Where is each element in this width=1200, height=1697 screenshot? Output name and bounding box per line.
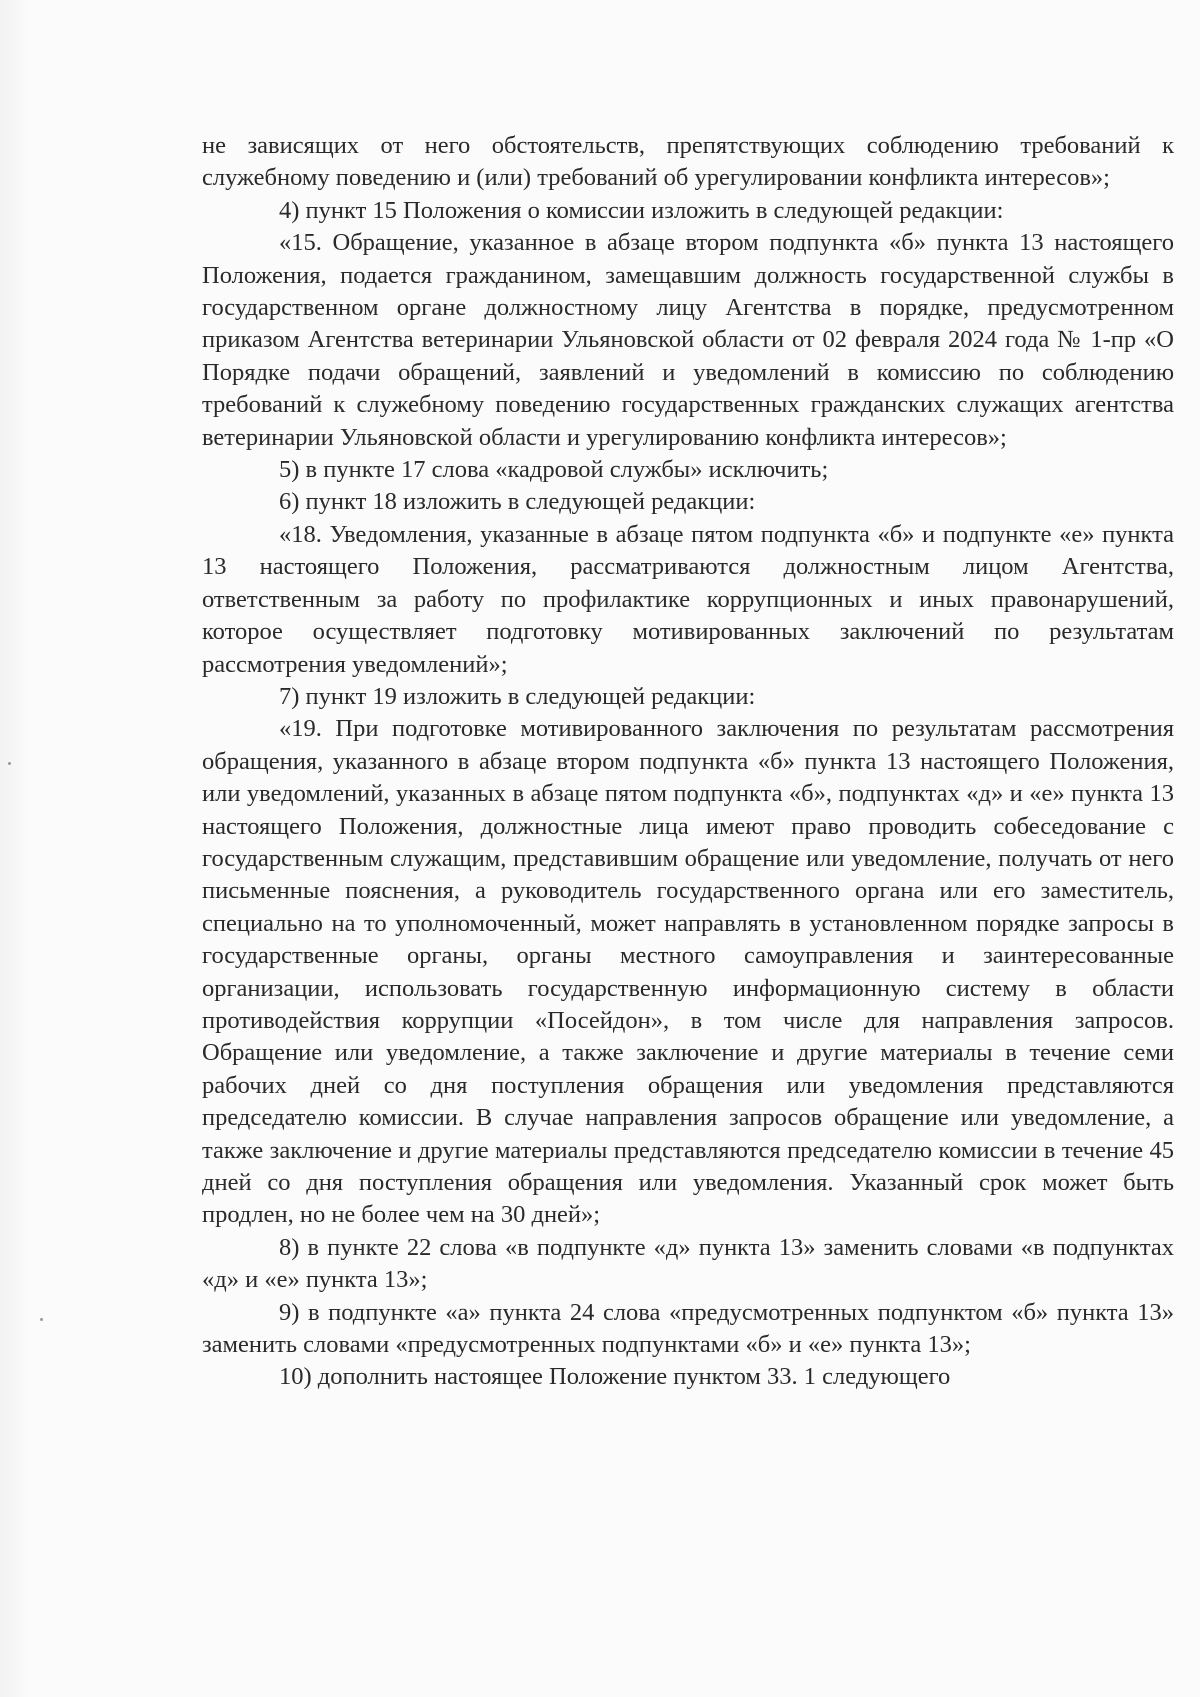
paragraph: не зависящих от него обстоятельств, препятствующих соблюдению требований к служебному поведению и (или) требований об урегулировании конфликта интересов»; bbox=[202, 132, 1174, 192]
paragraph: 10) дополнить настоящее Положение пунктом 33. 1 следующего bbox=[279, 1363, 951, 1391]
scan-speck bbox=[40, 1318, 43, 1321]
scan-speck bbox=[8, 762, 11, 765]
paragraph: «19. При подготовке мотивированного заключения по результатам рассмотрения обращения, указанного в абзаце втором подпункта «б» пункта 13 настоящего Положения, или уведомлений, указанных в абзаце пятом подпункта «б», подпунктах «д» и «е» пункта 13 настоящего Положения, должностные лица имеют право проводить собеседование с государственным служащим, представившим обращение или уведомление, получать от него письменные пояснения, а руководитель государственного органа или его заместитель, специально на то уполномоченный, может направлять в установленном порядке запросы в государственные органы, органы местного самоуправления и заинтересованные организации, использовать государственную информационную систему в области противодействия коррупции «Посейдон», в том числе для направления запросов. Обращение или уведомление, а также заключение и другие материалы в течение семи рабочих дней со дня поступления обращения или уведомления представляются председателю комиссии. В случае направления запросов обращение или уведомление, а также заключение и другие материалы представляются председателю комиссии в течение 45 дней со дня поступления обращения или уведомления. Указанный срок может быть продлен, но не более чем на 30 дней»; bbox=[202, 715, 1174, 1229]
paragraph: 6) пункт 18 изложить в следующей редакции: bbox=[279, 488, 756, 516]
paragraph: 5) в пункте 17 слова «кадровой службы» исключить; bbox=[279, 456, 829, 484]
paragraph: 4) пункт 15 Положения о комиссии изложить в следующей редакции: bbox=[279, 196, 1004, 224]
paragraph: «18. Уведомления, указанные в абзаце пятом подпункта «б» и подпункте «е» пункта 13 настоящего Положения, рассматриваются должностным лицом Агентства, ответственным за работу по профилактике коррупционных и иных правонарушений, которое осуществляет подготовку мотивированных заключений по результатам рассмотрения уведомлений»; bbox=[202, 520, 1174, 678]
paragraph: 7) пункт 19 изложить в следующей редакции: bbox=[279, 682, 756, 710]
scan-edge-shadow bbox=[0, 0, 30, 1697]
document-body bbox=[202, 130, 1174, 1394]
paragraph: 9) в подпункте «а» пункта 24 слова «предусмотренных подпунктом «б» пункта 13» заменить словами «предусмотренных подпунктами «б» и «е» пункта 13»; bbox=[202, 1298, 1174, 1359]
paragraph: «15. Обращение, указанное в абзаце втором подпункта «б» пункта 13 настоящего Положения, подается гражданином, замещавшим должность государственной службы в государственном органе должностному лицу Агентства в порядке, предусмотренном приказом Агентства ветеринарии Ульяновской области от 02 февраля 2024 года № 1-пр «О Порядке подачи обращений, заявлений и уведомлений в комиссию по соблюдению требований к служебному поведению государственных гражданских служащих агентства ветеринарии Ульяновской области и урегулированию конфликта интересов»; bbox=[202, 229, 1174, 451]
paragraph: 8) в пункте 22 слова «в подпункте «д» пункта 13» заменить словами «в подпунктах «д» и «е» пункта 13»; bbox=[202, 1233, 1174, 1294]
